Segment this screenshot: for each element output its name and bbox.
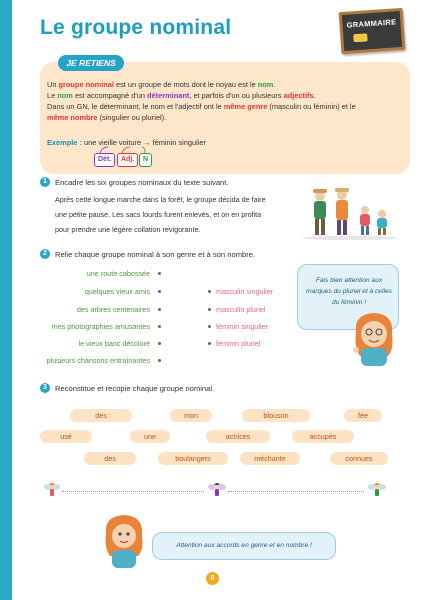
word-chip[interactable]: une [130, 430, 170, 443]
answer-line[interactable] [62, 491, 204, 492]
rule-line-3 [47, 101, 356, 112]
advice-bubble-text: Fais bien attention aux marques du pluriel et à celles du féminin ! [306, 277, 392, 306]
rule-segment: Dans un GN, le déterminant, le nom et l'adjectif ont le [47, 102, 224, 111]
word-chip[interactable]: des [70, 409, 132, 422]
rule-segment: adjectifs [283, 91, 314, 100]
right-match-dot[interactable] [208, 342, 211, 345]
fairy-icon [44, 481, 60, 497]
rule-segment: nom [57, 91, 73, 100]
exercise-1-line-1[interactable]: Après cette longue marche dans la forêt, le groupe décida de faire [55, 195, 266, 204]
exercise-2-instruction: Relie chaque groupe nominal à son genre et à son nombre. [55, 250, 256, 259]
genre-nombre-option: féminin singulier [216, 322, 268, 331]
right-match-dot[interactable] [208, 325, 211, 328]
exercise-1-line-2[interactable]: une petite pause. Les sacs lourds furent enlevés, et on en profita [55, 210, 262, 219]
word-chip[interactable]: connues [330, 452, 388, 465]
rule-segment: (masculin ou féminin) et le [267, 102, 356, 111]
fairy-icon [368, 481, 386, 497]
gn-item: une route cabossée [86, 269, 150, 278]
gn-item: plusieurs chansons entraînantes [46, 356, 150, 365]
chip-adjectif: Adj. [117, 153, 138, 167]
right-match-dot[interactable] [208, 308, 211, 311]
retiens-tab: JE RETIENS [58, 55, 124, 71]
word-chip[interactable]: boulangers [158, 452, 228, 465]
rule-segment: . [273, 80, 276, 89]
gn-item: quelques vieux amis [84, 287, 150, 296]
gn-item: le vieux banc décoloré [78, 339, 150, 348]
genre-nombre-option: masculin singulier [216, 287, 274, 296]
left-match-dot[interactable] [158, 342, 161, 345]
answer-line[interactable] [228, 491, 364, 492]
girl-illustration [348, 310, 400, 366]
rule-line-2 [47, 90, 316, 101]
exercise-1-instruction: Encadre les six groupes nominaux du texte suivant. [55, 178, 229, 187]
gn-item: des arbres centenaires [76, 305, 150, 314]
word-chip[interactable]: méchante [240, 452, 300, 465]
gn-item: mes photographies amusantes [51, 322, 150, 331]
example-label: Exemple : [47, 138, 82, 147]
badge-label: GRAMMAIRE [346, 17, 397, 30]
side-bar [0, 0, 12, 600]
genre-nombre-option: féminin pluriel [216, 339, 261, 348]
sponge-icon [353, 33, 368, 42]
word-chip[interactable]: actrices [206, 430, 270, 443]
exercise-3-instruction: Reconstitue et recopie chaque groupe nominal. [55, 384, 215, 393]
rule-segment: Le [47, 91, 58, 100]
hint-bubble: Attention aux accords en genre et en nombre ! [152, 532, 336, 560]
chip-determinant: Dét. [94, 153, 115, 167]
left-match-dot[interactable] [158, 290, 161, 293]
rule-segment: même nombre [47, 113, 98, 122]
rule-segment: . [313, 91, 316, 100]
word-chip[interactable]: fée [344, 409, 382, 422]
rule-segment: groupe nominal [58, 80, 114, 89]
left-match-dot[interactable] [158, 325, 161, 328]
chip-nom: N [139, 153, 152, 167]
word-chip[interactable]: mon [170, 409, 212, 422]
rule-segment: déterminant [147, 91, 190, 100]
rule-segment: est accompagné d'un [72, 91, 148, 100]
fairy-icon [208, 481, 226, 497]
rule-segment: même genre [223, 102, 268, 111]
page-title: Le groupe nominal [40, 16, 232, 39]
left-match-dot[interactable] [158, 359, 161, 362]
rule-line-1 [47, 79, 275, 90]
word-chip[interactable]: usé [40, 430, 92, 443]
page-number: 8 [206, 572, 219, 585]
exercise-1-number: 1 [40, 177, 50, 187]
exercise-3-number: 3 [40, 383, 50, 393]
rule-segment: , et parfois d'un ou plusieurs [189, 91, 284, 100]
left-match-dot[interactable] [158, 272, 161, 275]
rule-line-4 [47, 112, 166, 123]
rule-segment: (singulier ou pluriel). [97, 113, 167, 122]
genre-nombre-option: masculin pluriel [216, 305, 266, 314]
word-chip[interactable]: des [84, 452, 136, 465]
rule-segment: nom [257, 80, 274, 89]
word-chip[interactable]: accupés [292, 430, 354, 443]
grammaire-badge [339, 8, 406, 54]
word-chip[interactable]: blouson [242, 409, 310, 422]
rule-segment: Un [47, 80, 59, 89]
exercise-2-number: 2 [40, 249, 50, 259]
hikers-illustration [300, 186, 400, 240]
exercise-1-line-3[interactable]: pour prendre une légère collation revigorante. [55, 225, 201, 234]
girl-illustration [100, 510, 148, 568]
example-text: une vieille voiture → féminin singulier [81, 138, 206, 147]
left-match-dot[interactable] [158, 308, 161, 311]
right-match-dot[interactable] [208, 290, 211, 293]
rule-segment: est un groupe de mots dont le noyau est le [113, 80, 258, 89]
